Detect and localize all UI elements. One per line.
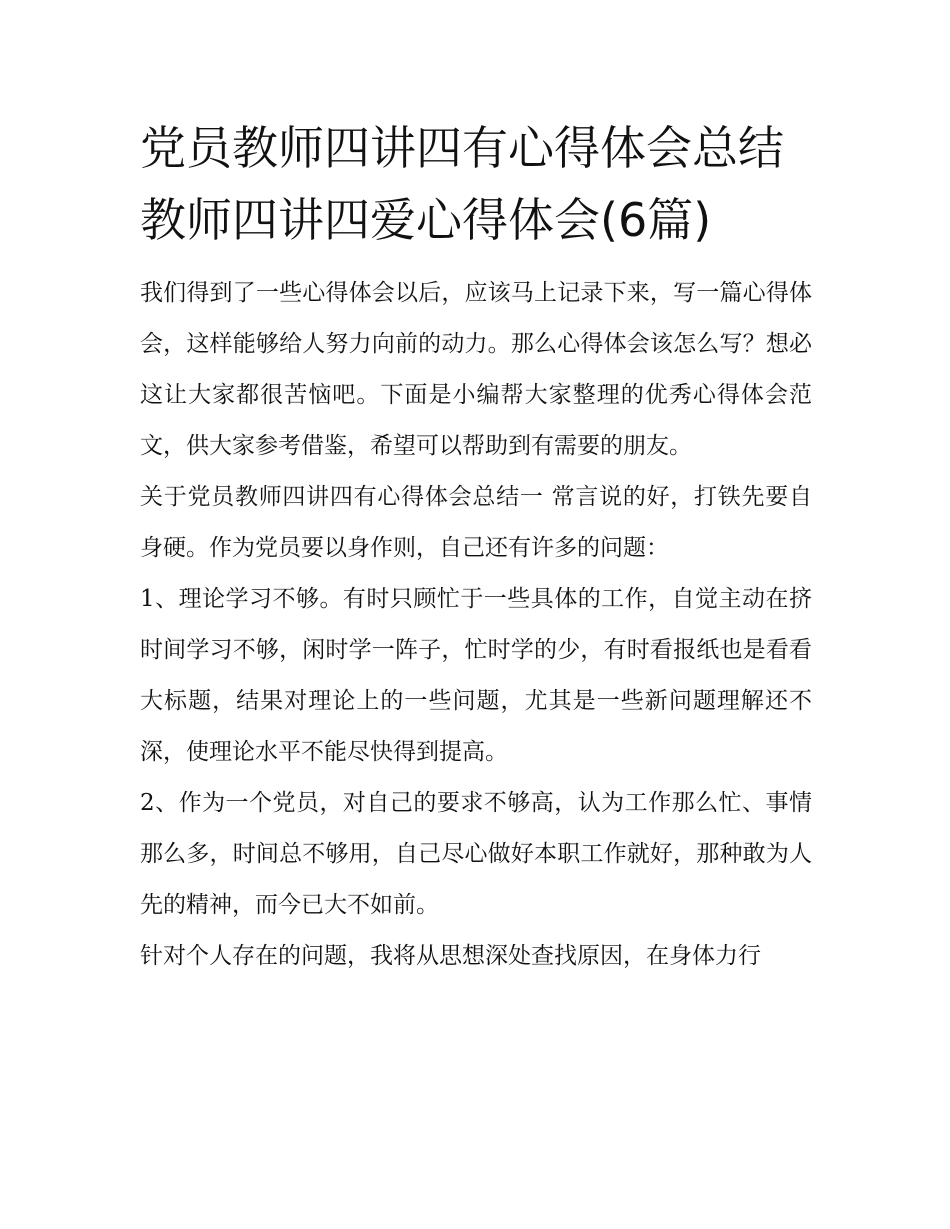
paragraph-point-1: 1、理论学习不够。有时只顾忙于一些具体的工作，自觉主动在挤时间学习不够，闲时学一阵子，忙时学的少，有时看报纸也是看看大标题，结果对理论上的一些问题，尤其是一些新问题理解还不深，使理论水平不能尽快得到提高。 — [140, 586, 812, 765]
paragraph-conclusion: 针对个人存在的问题，我将从思想深处查找原因，在身体力行 — [140, 943, 761, 969]
paragraph-point-2: 2、作为一个党员，对自己的要求不够高，认为工作那么忙、事情那么多，时间总不够用，自己尽心做好本职工作就好，那种敢为人先的精神，而今已大不如前。 — [140, 790, 812, 918]
paragraph-intro: 我们得到了一些心得体会以后，应该马上记录下来，写一篇心得体会，这样能够给人努力向前的动力。那么心得体会该怎么写？想必这让大家都很苦恼吧。下面是小编帮大家整理的优秀心得体会范文，供大家参考借鉴，希望可以帮助到有需要的朋友。 — [140, 280, 812, 459]
document-title: 党员教师四讲四有心得体会总结 教师四讲四爱心得体会(6篇) — [140, 121, 784, 247]
document-page — [140, 112, 812, 982]
paragraph-summary-one: 关于党员教师四讲四有心得体会总结一 常言说的好，打铁先要自身硬。作为党员要以身作则，自己还有许多的问题： — [140, 484, 812, 561]
